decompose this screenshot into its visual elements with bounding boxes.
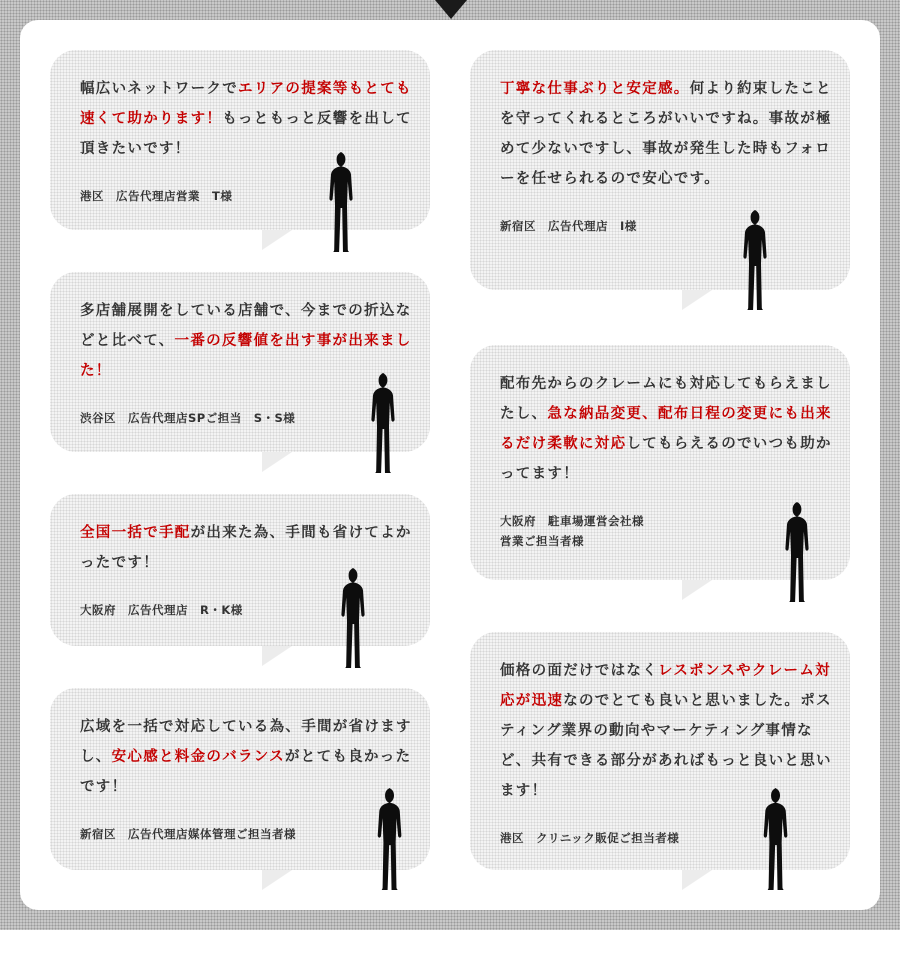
man-standing-silhouette-icon — [736, 210, 770, 310]
down-arrow-icon — [435, 0, 467, 19]
testimonial-bubble — [470, 632, 850, 870]
highlight-text: 一番の反響値を出す事が出来ました！ — [80, 333, 412, 379]
woman-on-phone-silhouette-icon — [334, 568, 368, 668]
speech-tail — [262, 870, 292, 890]
testimonial-author: 大阪府 広告代理店 R・K様 — [80, 603, 243, 617]
highlight-text: エリアの提案等もとても速くて助かります！ — [80, 81, 412, 127]
testimonial-bubble — [50, 494, 430, 646]
message-text: なのでとても良いと思いました。ポスティング業界の動向やマーケティング事情など、共有できる部分があればもっと良いと思います！ — [500, 693, 832, 799]
speech-tail — [682, 580, 712, 600]
man-standing-arms-crossed-silhouette-icon — [322, 152, 356, 252]
speech-tail — [682, 290, 712, 310]
woman-standing-silhouette-icon — [370, 788, 405, 890]
message-text: 多店舗展開をしている店舗で、今までの折込などと比べて、 — [80, 303, 412, 349]
message-text: もっともっと反響を出して頂きたいです！ — [80, 111, 412, 157]
testimonial-author: 港区 クリニック販促ご担当者様 — [500, 831, 680, 845]
man-walking-silhouette-icon — [778, 502, 812, 602]
testimonial-bubble — [470, 50, 850, 290]
testimonial-author: 新宿区 広告代理店媒体管理ご担当者様 — [80, 827, 296, 841]
man-in-suit-silhouette-icon — [364, 373, 398, 473]
message-text: 広域を一括で対応している為、手間が省けますし、 — [80, 719, 412, 765]
testimonial-author: 大阪府 駐車場運営会社様 営業ご担当者様 — [500, 514, 644, 548]
message-text: 価格の面だけではなく — [500, 663, 658, 679]
speech-tail — [262, 230, 292, 250]
highlight-text: レスポンスやクレーム対応が迅速 — [500, 663, 831, 709]
message-text: 何より約束したことを守ってくれるところがいいですね。事故が極めて少ないですし、事故が発生した時もフォローを任せられるので安心です。 — [500, 81, 832, 187]
message-text: 配布先からのクレームにも対応してもらえましたし、 — [500, 376, 832, 422]
man-walking-silhouette-icon — [756, 788, 791, 890]
testimonial-message — [80, 74, 414, 164]
speech-tail — [682, 870, 712, 890]
message-text: してもらえるのでいつも助かってます！ — [500, 436, 832, 482]
speech-tail — [262, 452, 292, 472]
message-text: がとても良かったです！ — [80, 749, 412, 795]
testimonial-author: 渋谷区 広告代理店SPご担当 S・S様 — [80, 411, 296, 425]
highlight-text: 丁寧な仕事ぶりと安定感。 — [500, 81, 690, 97]
testimonial-message — [500, 74, 834, 194]
testimonial-author: 新宿区 広告代理店 I様 — [500, 219, 637, 233]
testimonial-message — [80, 712, 414, 802]
highlight-text: 急な納品変更、配布日程の変更にも出来るだけ柔軟に対応 — [500, 406, 832, 452]
testimonial-author: 港区 広告代理店営業 T様 — [80, 189, 233, 203]
testimonial-message — [500, 656, 834, 806]
message-text: が出来た為、手間も省けてよかったです！ — [80, 525, 412, 571]
testimonial-bubble — [50, 50, 430, 230]
testimonial-message — [500, 369, 834, 489]
message-text: 幅広いネットワークで — [80, 81, 238, 97]
highlight-text: 安心感と料金のバランス — [111, 749, 285, 765]
highlight-text: 全国一括で手配 — [80, 525, 191, 541]
speech-tail — [262, 646, 292, 666]
